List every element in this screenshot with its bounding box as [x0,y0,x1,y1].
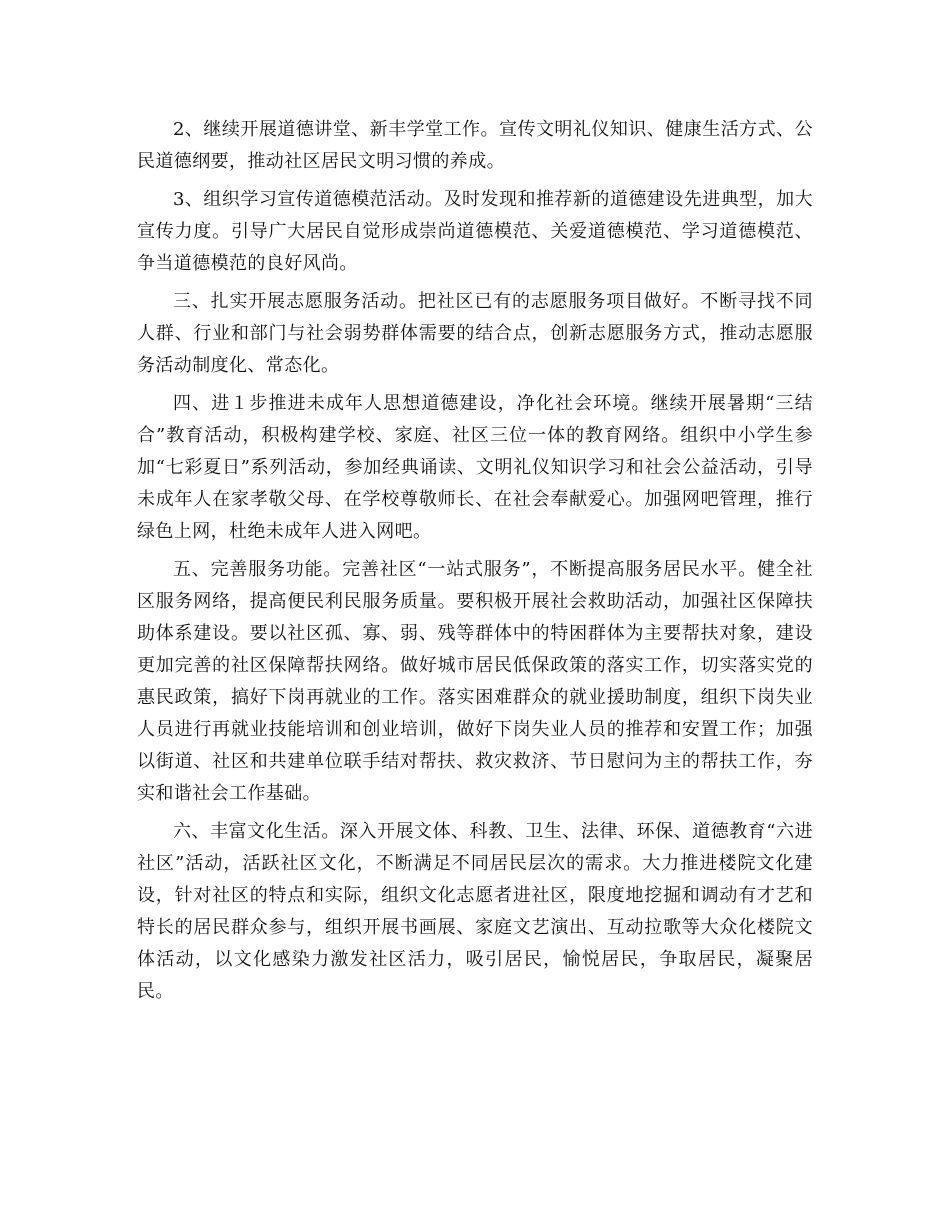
paragraph-item-3: 3、组织学习宣传道德模范活动。及时发现和推荐新的道德建设先进典型，加大宣传力度。引导广大居民自觉形成崇尚道德模范、关爱道德模范、学习道德模范、争当道德模范的良好风尚。 [137,189,813,274]
paragraph-section-3: 三、扎实开展志愿服务活动。把社区已有的志愿服务项目做好。不断寻找不同人群、行业和部门与社会弱势群体需要的结合点，创新志愿服务方式，推动志愿服务活动制度化、常态化。 [137,291,813,376]
paragraph-section-6: 六、丰富文化生活。深入开展文体、科教、卫生、法律、环保、道德教育“六进社区”活动，活跃社区文化，不断满足不同居民层次的需求。大力推进楼院文化建设，针对社区的特点和实际，组织文化志愿者进社区，限度地挖掘和调动有才艺和特长的居民群众参与，组织开展书画展、家庭文艺演出、互动拉歌等大众化楼院文体活动，以文化感染力激发社区活力，吸引居民，愉悦居民，争取居民，凝聚居民。 [137,821,813,1002]
paragraph-section-5: 五、完善服务功能。完善社区“一站式服务”，不断提高服务居民水平。健全社区服务网络，提高便民利民服务质量。要积极开展社会救助活动，加强社区保障扶助体系建设。要以社区孤、寡、弱、残等群体中的特困群体为主要帮扶对象，建设更加完善的社区保障帮扶网络。做好城市居民低保政策的落实工作，切实落实党的惠民政策，搞好下岗再就业的工作。落实困难群众的就业援助制度，组织下岗失业人员进行再就业技能培训和创业培训，做好下岗失业人员的推荐和安置工作；加强以街道、社区和共建单位联手结对帮扶、救灾救济、节日慰问为主的帮扶工作，夯实和谐社会工作基础。 [137,559,813,804]
paragraph-section-4: 四、进１步推进未成年人思想道德建设，净化社会环境。继续开展暑期“三结合”教育活动，积极构建学校、家庭、社区三位一体的教育网络。组织中小学生参加“七彩夏日”系列活动，参加经典诵读、文明礼仪知识学习和社会公益活动，引导未成年人在家孝敬父母、在学校尊敬师长、在社会奉献爱心。加强网吧管理，推行绿色上网，杜绝未成年人进入网吧。 [137,393,813,542]
paragraph-item-2: 2、继续开展道德讲堂、新丰学堂工作。宣传文明礼仪知识、健康生活方式、公民道德纲要，推动社区居民文明习惯的养成。 [137,119,813,172]
document-body [137,114,813,1014]
